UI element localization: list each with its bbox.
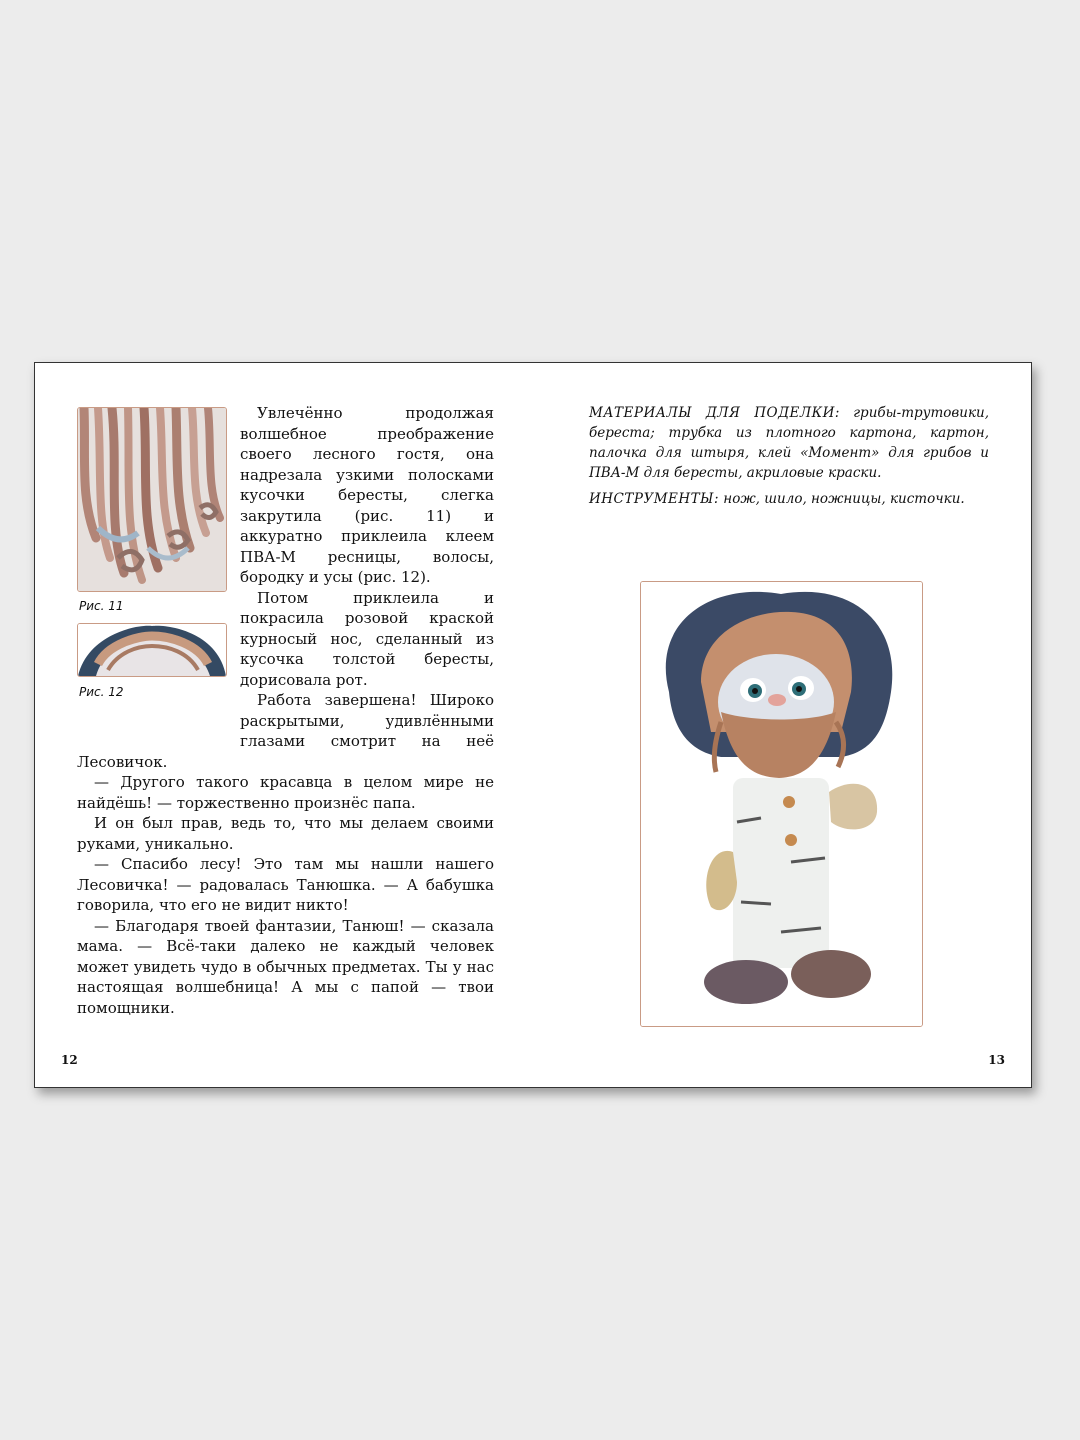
lesovichok-photo: [640, 581, 923, 1027]
figure-12-caption: Рис. 12: [79, 685, 124, 699]
story-text: [77, 403, 494, 1018]
figures-spacer: [77, 403, 240, 738]
paragraph: Увлечённо продолжая волшебное преображение своего лесного гостя, она надрезала узкими полосками кусочки бересты, слегка закрутила (рис. 11) и аккуратно приклеила клеем ПВА-М ресницы, волосы, бородку и усы (рис. 12).: [240, 404, 494, 586]
paragraph: Потом приклеила и покрасила розовой краской курносый нос, сделанный из кусочка толстой бересты, дорисовала рот.: [240, 588, 494, 689]
page-number-left: 12: [61, 1053, 78, 1067]
tools-list: нож, шило, ножницы, кисточки.: [719, 491, 965, 507]
paragraph: — Благодаря твоей фантазии, Танюш! — сказала мама. — Всё-таки далеко не каждый человек может увидеть чудо в обычных предметах. Ты у нас настоящая волшебница! А мы с папой — твои помощники.: [77, 916, 494, 1017]
book-spread: [34, 362, 1032, 1088]
right-page: [533, 363, 1031, 1087]
tools-paragraph: [589, 489, 989, 509]
paragraph: И он был прав, ведь то, что мы делаем своими руками, уникально.: [77, 814, 494, 853]
materials-heading: МАТЕРИАЛЫ ДЛЯ ПОДЕЛКИ:: [589, 405, 840, 421]
paragraph: Работа завершена! Широко раскрытыми, удивлёнными глазами смотрит на неё Лесовичок.: [77, 691, 494, 771]
tools-heading: ИНСТРУМЕНТЫ:: [589, 491, 720, 507]
materials-block: [589, 403, 989, 509]
figure-11-caption: Рис. 11: [79, 599, 124, 613]
materials-paragraph: [589, 403, 989, 483]
paragraph: — Спасибо лесу! Это там мы нашли нашего Лесовичка! — радовалась Танюшка. — А бабушка говорила, что его не видит никто!: [77, 855, 494, 914]
left-page: [35, 363, 533, 1087]
materials-list: грибы-трутовики, береста; трубка из плотного картона, картон, палочка для штыря, клей «Момент» для грибов и ПВА-М для бересты, акриловые краски.: [589, 405, 989, 481]
page-number-right: 13: [988, 1053, 1005, 1067]
paragraph: — Другого такого красавца в целом мире не найдёшь! — торжественно произнёс папа.: [77, 773, 494, 812]
